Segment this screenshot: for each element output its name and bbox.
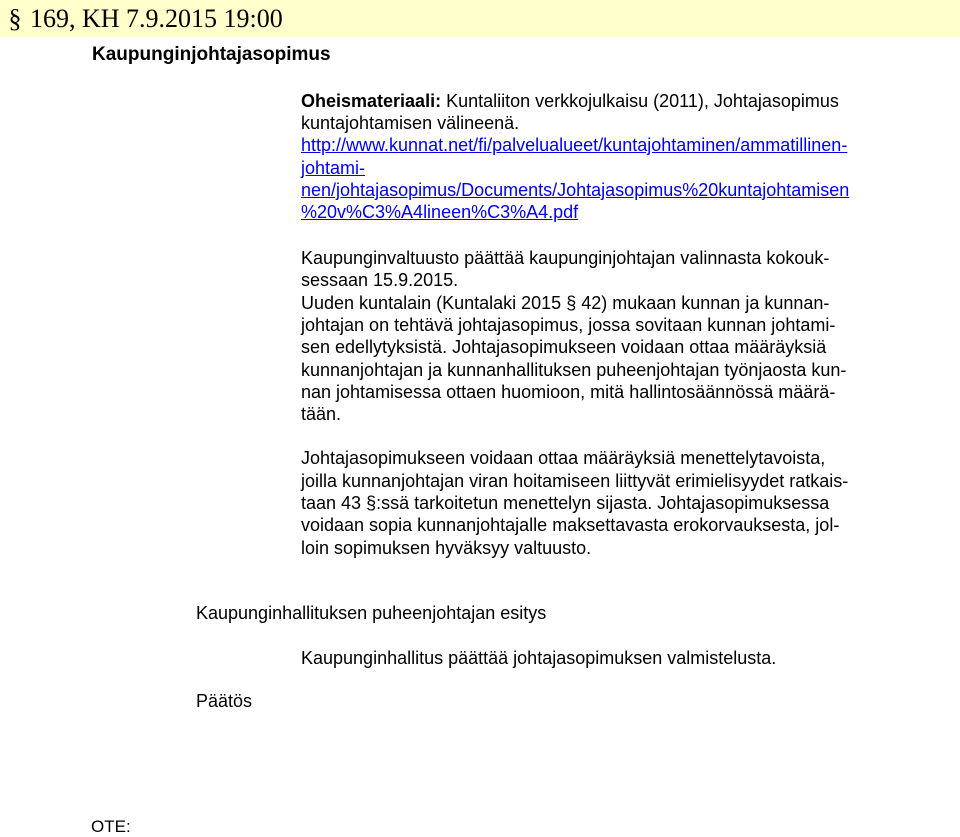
paragraph-2-suffix: 42) mukaan kunnan ja kunnan- xyxy=(576,293,830,313)
paragraph-3-suffix: :ssä tarkoitetun menettelyn sijasta. Johtajasopimuksessa xyxy=(376,493,830,513)
paragraph-2-line-4: kunnanjohtajan ja kunnanhallituksen puheenjohtajan työnjaosta kun- xyxy=(301,360,847,380)
attachment-line-2: kuntajohtamisen välineenä. xyxy=(301,113,520,133)
proposal-text: Kaupunginhallitus päättää johtajasopimuksen valmistelusta. xyxy=(301,648,777,668)
section-heading xyxy=(0,2,960,36)
paragraph-3-prefix: taan 43 xyxy=(301,493,367,513)
paragraph-2-section-sign: § xyxy=(566,293,577,313)
attachment-link-line-2[interactable]: johtami- xyxy=(301,158,366,178)
paragraph-3-line-1: Johtajasopimukseen voidaan ottaa määräyksiä menettelytavoista, xyxy=(301,448,826,468)
paragraph-2-prefix: Uuden kuntalain (Kuntalaki 2015 xyxy=(301,293,567,313)
paragraph-2-line-1 xyxy=(301,292,829,314)
decision-label: Päätös xyxy=(196,691,253,711)
paragraph-3-line-4: voidaan sopia kunnanjohtajalle maksettavasta erokorvauksesta, jol- xyxy=(301,515,840,535)
paragraph-3-section-sign: § xyxy=(366,493,377,513)
paragraph-3-line-5: loin sopimuksen hyväksyy valtuusto. xyxy=(301,538,592,558)
attachment-label: Oheismateriaali: xyxy=(301,91,442,111)
attachment-line-1 xyxy=(301,90,839,112)
attachment-link-line-4[interactable]: %20v%C3%A4lineen%C3%A4.pdf xyxy=(301,202,579,222)
paragraph-2-line-2: johtajan on tehtävä johtajasopimus, jossa sovitaan kunnan johtami- xyxy=(301,315,836,335)
item-title: Kaupunginjohtajasopimus xyxy=(92,44,331,65)
paragraph-3-line-2: joilla kunnanjohtajan viran hoitamiseen liittyvät erimielisyydet ratkais- xyxy=(301,471,849,491)
proposal-heading: Kaupunginhallituksen puheenjohtajan esitys xyxy=(196,603,547,623)
section-heading-text: 169, KH 7.9.2015 19:00 xyxy=(30,4,283,33)
attachment-link-line-1[interactable]: http://www.kunnat.net/fi/palvelualueet/kuntajohtaminen/ammatillinen- xyxy=(301,135,848,155)
paragraph-1-line-2: sessaan 15.9.2015. xyxy=(301,270,459,290)
attachment-link-line-3[interactable]: nen/johtajasopimus/Documents/Johtajasopimus%20kuntajohtamisen xyxy=(301,180,850,200)
paragraph-2-line-5: nan johtamisessa ottaen huomioon, mitä hallintosäännössä määrä- xyxy=(301,382,836,402)
paragraph-3-line-3 xyxy=(301,492,829,514)
paragraph-2-line-3: sen edellytyksistä. Johtajasopimukseen voidaan ottaa määräyksiä xyxy=(301,337,827,357)
paragraph-1-line-1: Kaupunginvaltuusto päättää kaupunginjohtajan valinnasta kokouk- xyxy=(301,248,830,268)
paragraph-2-line-6: tään. xyxy=(301,404,342,424)
ote-label: OTE: xyxy=(91,817,131,836)
attachment-text: Kuntaliiton verkkojulkaisu (2011), Johtajasopimus xyxy=(441,91,839,111)
section-sign: § xyxy=(8,4,22,33)
